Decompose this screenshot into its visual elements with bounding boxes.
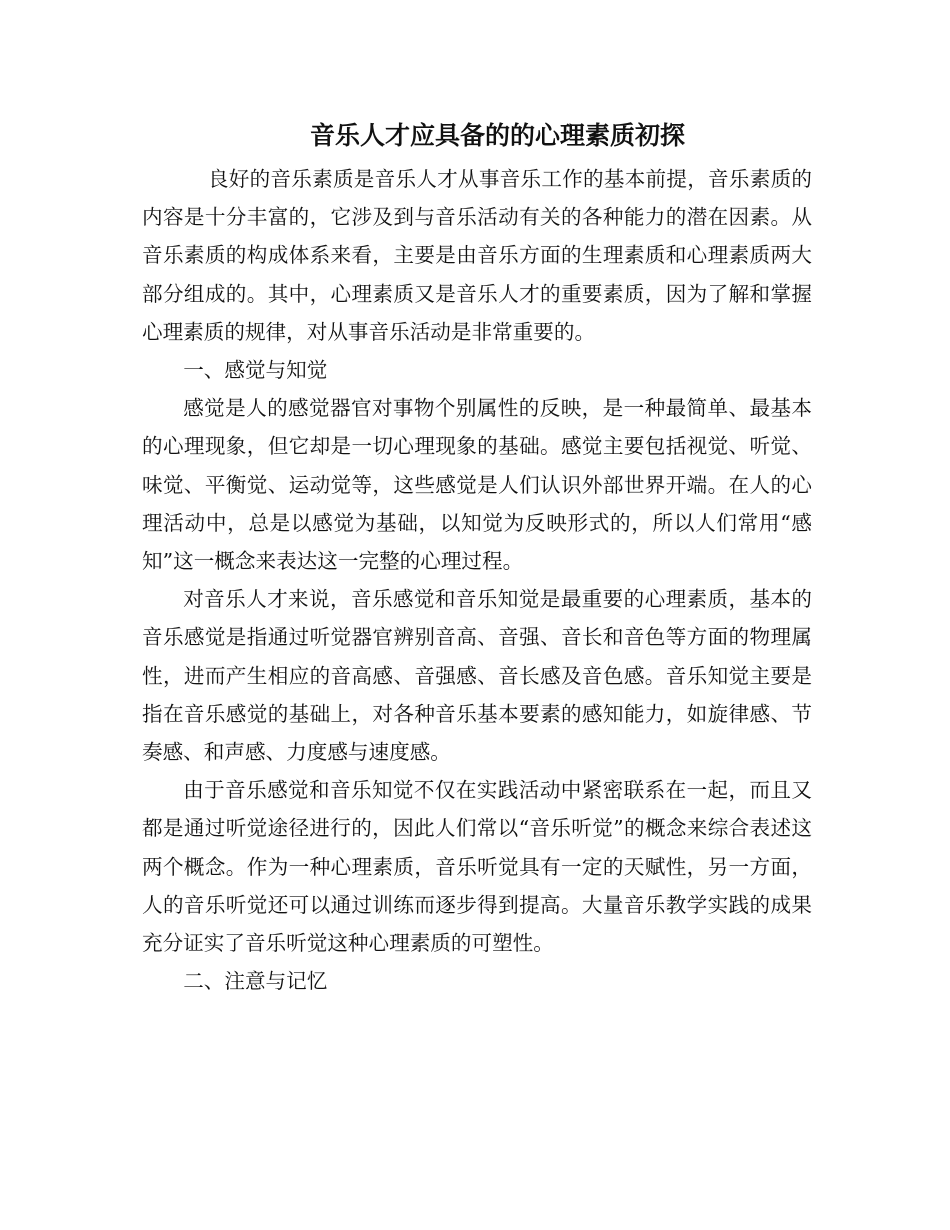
document-body bbox=[142, 160, 812, 1000]
body-paragraph: 对音乐人才来说，音乐感觉和音乐知觉是最重要的心理素质，基本的音乐感觉是指通过听觉器官辨别音高、音强、音长和音色等方面的物理属性，进而产生相应的音高感、音强感、音长感及音色感。音乐知觉主要是指在音乐感觉的基础上，对各种音乐基本要素的感知能力，如旋律感、节奏感、和声感、力度感与速度感。 bbox=[142, 587, 812, 765]
body-paragraph: 感觉是人的感觉器官对事物个别属性的反映，是一种最简单、最基本的心理现象，但它却是一切心理现象的基础。感觉主要包括视觉、听觉、味觉、平衡觉、运动觉等，这些感觉是人们认识外部世界开端。在人的心理活动中，总是以感觉为基础，以知觉为反映形式的，所以人们常用“感知”这一概念来表达这一完整的心理过程。 bbox=[142, 396, 812, 574]
body-paragraph: 由于音乐感觉和音乐知觉不仅在实践活动中紧密联系在一起，而且又都是通过听觉途径进行的，因此人们常以“音乐听觉”的概念来综合表述这两个概念。作为一种心理素质，音乐听觉具有一定的天赋性，另一方面，人的音乐听觉还可以通过训练而逐步得到提高。大量音乐教学实践的成果充分证实了音乐听觉这种心理素质的可塑性。 bbox=[142, 778, 812, 956]
section-heading-2: 二、注意与记忆 bbox=[183, 969, 328, 994]
intro-paragraph: 良好的音乐素质是音乐人才从事音乐工作的基本前提，音乐素质的内容是十分丰富的，它涉及到与音乐活动有关的各种能力的潜在因素。从音乐素质的构成体系来看，主要是由音乐方面的生理素质和心理素质两大部分组成的。其中，心理素质又是音乐人才的重要素质，因为了解和掌握心理素质的规律，对从事音乐活动是非常重要的。 bbox=[142, 167, 812, 344]
document-title: 音乐人才应具备的的心理素质初探 bbox=[309, 121, 685, 150]
section-heading-1: 一、感觉与知觉 bbox=[183, 358, 328, 383]
